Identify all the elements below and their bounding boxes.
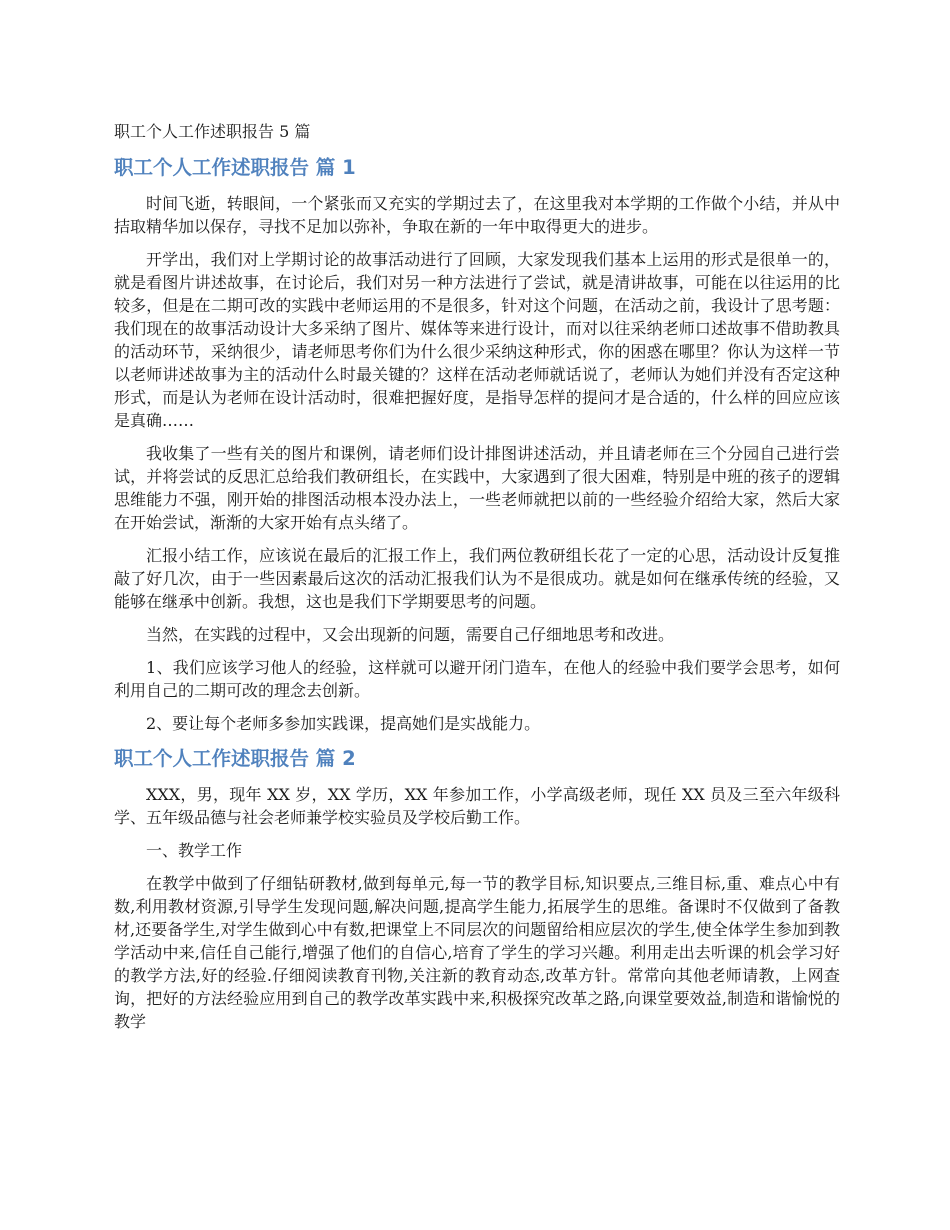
document-page [114, 120, 840, 1043]
list-item: 1、我们应该学习他人的经验，这样就可以避开闭门造车，在他人的经验中我们要学会思考，如何利用自己的二期可改的理念去创新。 [114, 658, 840, 700]
paragraph: 开学出，我们对上学期讨论的故事活动进行了回顾，大家发现我们基本上运用的形式是很单一的，就是看图片讲述故事，在讨论后，我们对另一种方法进行了尝试，就是清讲故事，可能在以往运用的比较多，但是在二期可改的实践中老师运用的不是很多，针对这个问题，在活动之前，我设计了思考题：我们现在的故事活动设计大多采纳了图片、媒体等来进行设计，而对以往采纳老师口述故事不借助教具的活动环节，采纳很少，请老师思考你们为什么很少采纳这种形式，你的困惑在哪里？你认为这样一节以老师讲述故事为主的活动什么时最关键的？这样在活动老师就话说了，老师认为她们并没有否定这种形式，而是认为老师在设计活动时，很难把握好度，是指导怎样的提问才是合适的，什么样的回应应该是真确…… [114, 250, 840, 430]
section-heading: 职工个人工作述职报告 篇 1 [114, 156, 356, 179]
paragraph: 时间飞逝，转眼间，一个紧张而又充实的学期过去了，在这里我对本学期的工作做个小结，并从中拮取精华加以保存，寻找不足加以弥补，争取在新的一年中取得更大的进步。 [114, 194, 840, 236]
paragraph: 在教学中做到了仔细钻研教材,做到每单元,每一节的教学目标,知识要点,三维目标,重、难点心中有数,利用教材资源,引导学生发现问题,解决问题,提高学生能力,拓展学生的思维。备课时不仅做到了备教材,还要备学生,对学生做到心中有数,把课堂上不同层次的问题留给相应层次的学生,使全体学生参加到教学活动中来,信任自己能行,增强了他们的自信心,培育了学生的学习兴趣。利用走出去听课的机会学习好的教学方法,好的经验.仔细阅读教育刊物,关注新的教育动态,改革方针。常常向其他老师请教，上网查询，把好的方法经验应用到自己的教学改革实践中来,积极探究改革之路,向课堂要效益,制造和谐愉悦的教学 [114, 874, 840, 1031]
paragraph: 我收集了一些有关的图片和课例，请老师们设计排图讲述活动，并且请老师在三个分园自己进行尝试，并将尝试的反思汇总给我们教研组长，在实践中，大家遇到了很大困难，特别是中班的孩子的逻辑思维能力不强，刚开始的排图活动根本没办法上，一些老师就把以前的一些经验介绍给大家，然后大家在开始尝试，渐渐的大家开始有点头绪了。 [114, 444, 840, 532]
list-item: 2、要让每个老师多参加实践课，提高她们是实战能力。 [146, 714, 541, 733]
section-heading: 职工个人工作述职报告 篇 2 [114, 747, 356, 770]
paragraph: XXX，男，现年 XX 岁，XX 学历，XX 年参加工作，小学高级老师，现任 XX 员及三至六年级科学、五年级品德与社会老师兼学校实验员及学校后勤工作。 [114, 785, 840, 827]
document-title: 职工个人工作述职报告 5 篇 [114, 122, 311, 141]
paragraph: 汇报小结工作，应该说在最后的汇报工作上，我们两位教研组长花了一定的心思，活动设计反复推敲了好几次，由于一些因素最后这次的活动汇报我们认为不是很成功。就是如何在继承传统的经验，又能够在继承中创新。我想，这也是我们下学期要思考的问题。 [114, 546, 840, 611]
subsection-title: 一、教学工作 [146, 841, 243, 860]
section-1 [114, 154, 840, 735]
section-2 [114, 745, 840, 1033]
paragraph: 当然，在实践的过程中，又会出现新的问题，需要自己仔细地思考和改进。 [146, 625, 675, 644]
